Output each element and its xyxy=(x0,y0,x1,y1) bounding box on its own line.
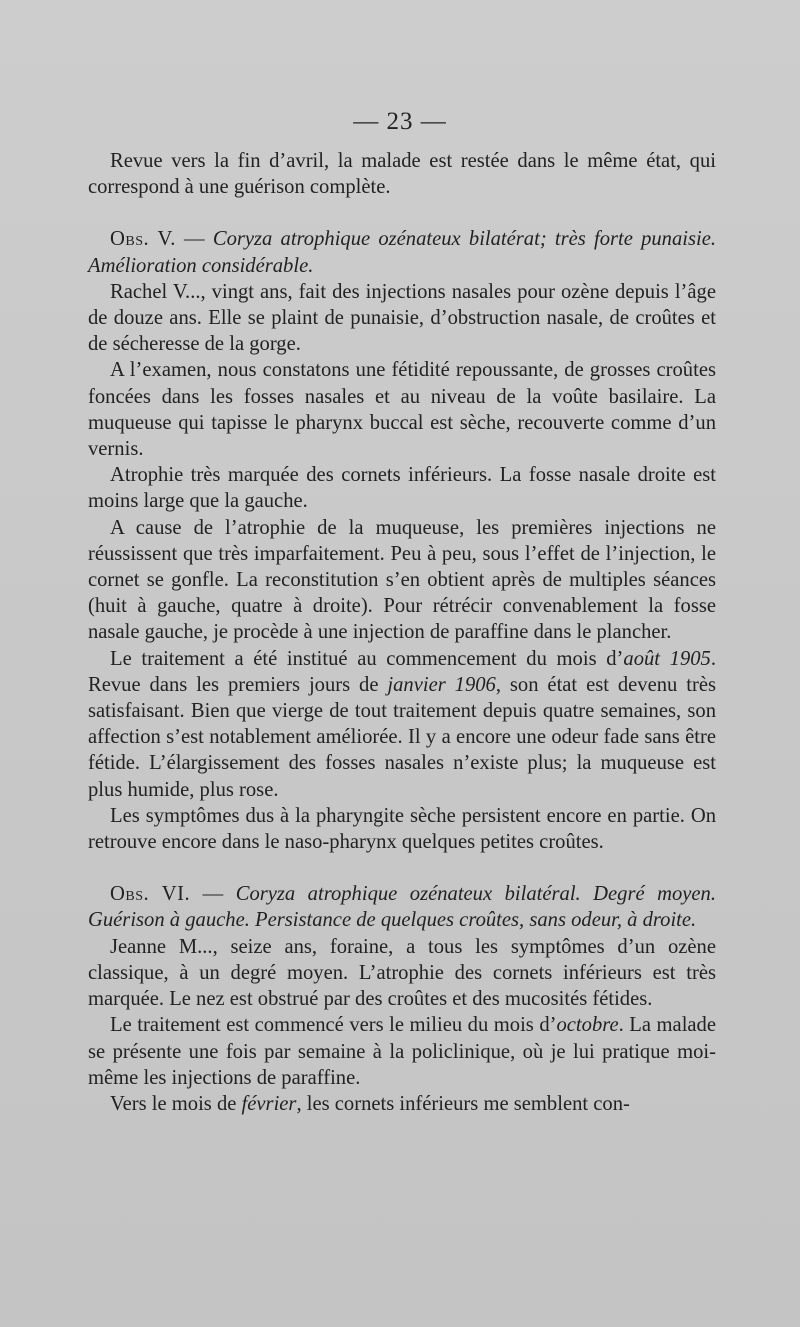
date-text: octobre xyxy=(556,1014,619,1037)
observation-title: Coryza atrophique ozénateux bilatérat; très forte punaisie. Amélioration considérable. xyxy=(88,228,717,277)
observation-dash: — xyxy=(175,228,213,251)
paragraph: Les symptômes dus à la pharyngite sèche persistent encore en partie. On retrouve encore dans le naso-pharynx quelques petites croûtes. xyxy=(88,804,716,854)
paragraph: Revue vers la fin d’avril, la malade est restée dans le même état, qui correspond à une guérison complète. xyxy=(88,150,716,199)
observation-dash: — xyxy=(190,883,236,906)
date-text: août 1905 xyxy=(623,647,711,670)
body-text xyxy=(88,148,716,1117)
paragraph: A cause de l’atrophie de la muqueuse, les premières injections ne réussissent que très imparfaitement. Peu à peu, sous l’effet de l’injection, le cornet se gonfle. La reconstitution s’en obtient après de multiples séances (huit à gauche, quatre à droite). Pour rétrécir convenablement la fosse nasale gauche, je procède à une injection de paraffine dans le plancher. xyxy=(88,516,716,644)
paragraph xyxy=(88,1091,716,1117)
observation-title: Coryza atrophique ozénateux bilatéral. Degré moyen. Guérison à gauche. Persistance de quelques croûtes, sans odeur, à droite. xyxy=(88,883,717,932)
text-run: . Revue dans les premiers jours de xyxy=(88,647,716,696)
observation-heading xyxy=(88,226,716,278)
paragraph: Jeanne M..., seize ans, foraine, a tous les symptômes d’un ozène classique, à un degré moyen. L’atrophie des cornets inférieurs est très marquée. Le nez est obstrué par des croûtes et des mucosités fétides. xyxy=(88,935,716,1011)
spacer xyxy=(88,200,716,226)
text-run: . La malade se présente une fois par semaine à la policlinique, où je lui pratique moi-même les injections de paraffine. xyxy=(88,1014,716,1089)
text-run: Le traitement a été institué au commencement du mois d’ xyxy=(110,647,624,670)
observation-heading xyxy=(88,881,716,933)
page-number: — 23 — xyxy=(353,108,447,135)
paragraph xyxy=(88,646,716,803)
text-run: Le traitement est commencé vers le milieu du mois d’ xyxy=(110,1014,557,1037)
text-run: , les cornets inférieurs me semblent con- xyxy=(296,1092,630,1115)
paragraph: Rachel V..., vingt ans, fait des injections nasales pour ozène depuis l’âge de douze ans. Elle se plaint de punaisie, d’obstruction nasale, de croûtes et de sécheresse de la gorge. xyxy=(88,280,716,356)
date-text: février xyxy=(241,1092,297,1115)
text-run: Vers le mois de xyxy=(110,1092,242,1115)
paragraph: Atrophie très marquée des cornets inférieurs. La fosse nasale droite est moins large que la gauche. xyxy=(88,464,716,513)
spacer xyxy=(88,855,716,881)
date-text: janvier 1906 xyxy=(387,673,496,696)
paragraph: A l’examen, nous constatons une fétidité repoussante, de grosses croûtes foncées dans les fosses nasales et au niveau de la voûte basilaire. La muqueuse qui tapisse le pharynx buccal est sèche, recouverte comme d’un vernis. xyxy=(88,359,716,461)
text-run: , son état est devenu très satisfaisant. Bien que vierge de tout traitement depuis quatre semaines, son affection s’est notablement améliorée. Il y a encore une odeur fade sans être fétide. L’élargissement des fosses nasales n’existe plus; la muqueuse est plus humide, plus rose. xyxy=(88,673,716,801)
observation-label: Obs. VI. xyxy=(110,883,191,906)
observation-label: Obs. V. xyxy=(110,228,176,251)
paragraph xyxy=(88,1012,716,1091)
